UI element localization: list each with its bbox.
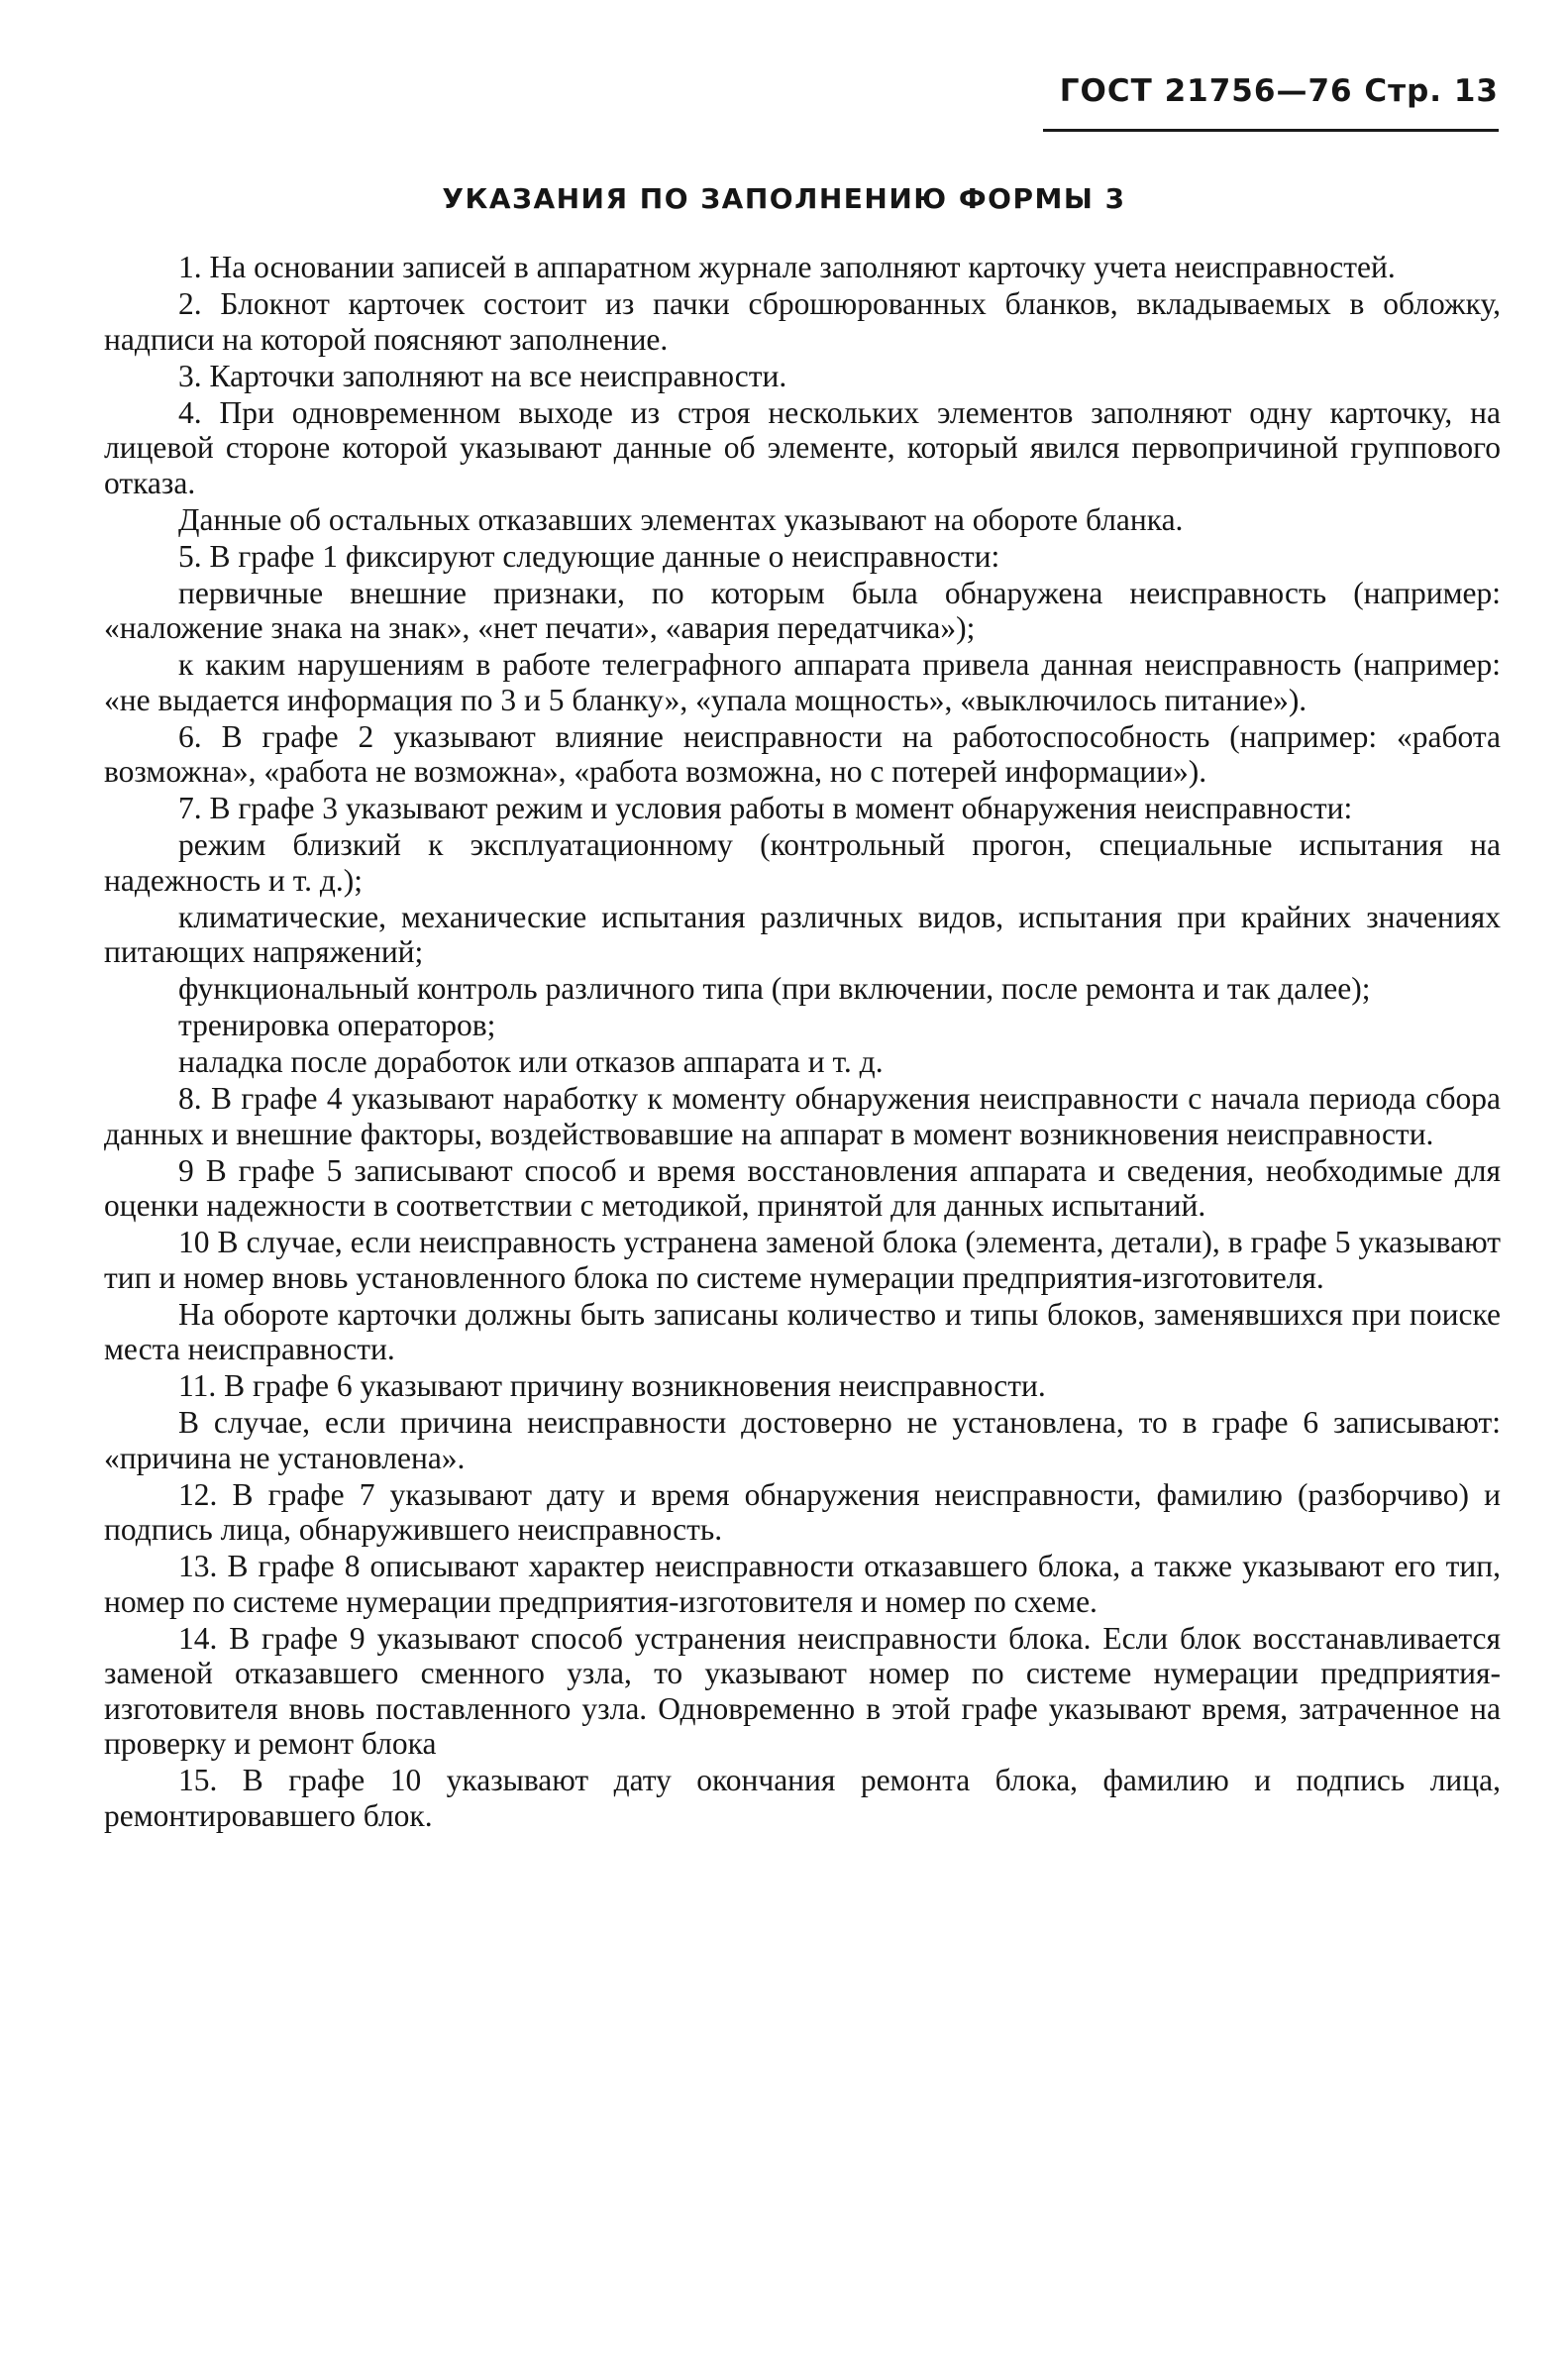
paragraph-10: 10 В случае, если неисправность устранена заменой блока (элемента, детали), в графе 5 указывают тип и номер вновь установленного блока по системе нумерации предприятия-изготовителя. [104, 1225, 1501, 1295]
paragraph-15: 15. В графе 10 указывают дату окончания ремонта блока, фамилию и подпись лица, ремонтировавшего блок. [104, 1763, 1501, 1833]
paragraph-12: 12. В графе 7 указывают дату и время обнаружения неисправности, фамилию (разборчиво) и подпись лица, обнаружившего неисправность. [104, 1476, 1501, 1547]
paragraph-2: 2. Блокнот карточек состоит из пачки сброшюрованных бланков, вкладываемых в обложку, надписи на которой поясняют заполнение. [104, 286, 1501, 357]
paragraph-5-item-1: первичные внешние признаки, по которым была обнаружена неисправность (например: «наложение знака на знак», «нет печати», «авария передатчика»); [104, 575, 1501, 645]
paragraph-6: 6. В графе 2 указывают влияние неисправности на работоспособность (например: «работа возможна», «работа не возможна», «работа возможна, но с потерей информации»). [104, 718, 1501, 789]
section-title: УКАЗАНИЯ ПО ЗАПОЛНЕНИЮ ФОРМЫ 3 [442, 182, 1126, 215]
paragraph-5: 5. В графе 1 фиксируют следующие данные о неисправности: [178, 538, 1000, 574]
paragraph-7-item-3: функциональный контроль различного типа (при включении, после ремонта и так далее); [178, 971, 1371, 1006]
paragraph-7-item-5: наладка после доработок или отказов аппарата и т. д. [178, 1044, 884, 1079]
paragraph-7-item-1: режим близкий к эксплуатационному (контрольный прогон, специальные испытания на надежность и т. д.); [104, 827, 1501, 898]
paragraph-4-continued: Данные об остальных отказавших элементах указывают на обороте бланка. [178, 501, 1184, 537]
paragraph-5-item-2: к каким нарушениям в работе телеграфного аппарата привела данная неисправность (например: «не выдается информация по 3 и 5 бланку», «упала мощность», «выключилось питание»). [104, 647, 1501, 717]
paragraph-7-item-4: тренировка операторов; [178, 1008, 496, 1042]
paragraph-14: 14. В графе 9 указывают способ устранения неисправности блока. Если блок восстанавливается заменой отказавшего сменного узла, то указывают номер по системе нумерации предприятия-изготовителя вновь поставленного узла. Одновременно в этой графе указывают время, затраченное на проверку и ремонт блока [104, 1620, 1501, 1761]
paragraph-10-continued: На обороте карточки должны быть записаны количество и типы блоков, заменявшихся при поиске места неисправности. [104, 1296, 1501, 1366]
body-text [104, 250, 1501, 1835]
paragraph-9: 9 В графе 5 записывают способ и время восстановления аппарата и сведения, необходимые для оценки надежности в соответствии с методикой, принятой для данных испытаний. [104, 1152, 1501, 1223]
paragraph-11-continued: В случае, если причина неисправности достоверно не установлена, то в графе 6 записывают: «причина не установлена». [104, 1405, 1501, 1475]
header-rule [1043, 129, 1499, 132]
paragraph-1: 1. На основании записей в аппаратном журнале заполняют карточку учета неисправностей. [178, 250, 1396, 284]
paragraph-7-item-2: климатические, механические испытания различных видов, испытания при крайних значениях питающих напряжений; [104, 899, 1501, 969]
paragraph-13: 13. В графе 8 описывают характер неисправности отказавшего блока, а также указывают его тип, номер по системе нумерации предприятия-изготовителя и номер по схеме. [104, 1549, 1501, 1619]
paragraph-7: 7. В графе 3 указывают режим и условия работы в момент обнаружения неисправности: [178, 791, 1353, 825]
paragraph-3: 3. Карточки заполняют на все неисправности. [178, 358, 787, 393]
paragraph-8: 8. В графе 4 указывают наработку к моменту обнаружения неисправности с начала периода сбора данных и внешние факторы, воздействовавшие на аппарат в момент возникновения неисправности. [104, 1081, 1501, 1151]
paragraph-4: 4. При одновременном выходе из строя нескольких элементов заполняют одну карточку, на лицевой стороне которой указывают данные об элементе, который явился первопричиной группового отказа. [104, 394, 1501, 500]
running-header: ГОСТ 21756—76 Стр. 13 [1059, 73, 1499, 109]
paragraph-11: 11. В графе 6 указывают причину возникновения неисправности. [178, 1368, 1046, 1403]
